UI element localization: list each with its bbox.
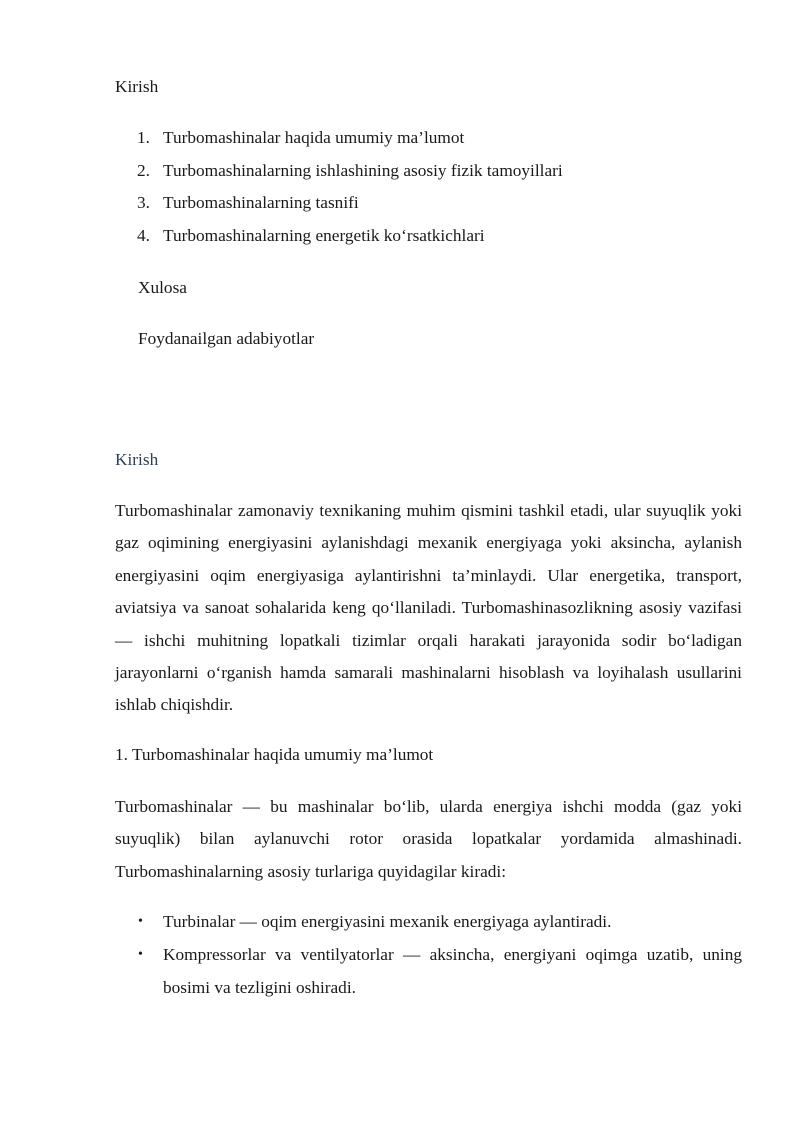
toc-item [115,192,563,225]
toc-references: Foydanailgan adabiyotlar [138,329,315,348]
turbomachine-types-list [115,906,742,1005]
list-item-text: Turbinalar — oqim energiyasini mexanik energiyaga aylantiradi. [163,912,612,931]
bullet-icon: • [138,914,143,929]
toc-item [115,127,563,160]
list-item-text: Kompressorlar va ventilyatorlar — aksincha, energiyani oqimga uzatib, uning bosimi va tezligini oshiradi. [163,945,742,997]
toc-item-number: 2. [137,160,150,180]
toc-title: Kirish [115,77,159,96]
section-1-heading: 1. Turbomashinalar haqida umumiy ma’lumot [115,745,434,764]
intro-paragraph: Turbomashinalar zamonaviy texnikaning muhim qismini tashkil etadi, ular suyuqlik yoki gaz oqimining energiyasini aylanishdagi mexanik energiyaga yoki aksincha, aylanish energiyasini oqim energiyasiga aylantirishni ta’minlaydi. Ular energetika, transport, aviatsiya va sanoat sohalarida keng qoʻllaniladi. Turbomashinasozlikning asosiy vazifasi — ishchi muhitning lopatkali tizimlar orqali harakati jarayonida sodir boʻladigan jarayonlarni oʻrganish hamda samarali mashinalarni hisoblash va loyihalash usullarini ishlab chiqishdir. [115,501,742,715]
section-1-paragraph: Turbomashinalar — bu mashinalar boʻlib, ularda energiya ishchi modda (gaz yoki suyuqlik) bilan aylanuvchi rotor orasida lopatkalar yordamida almashinadi. Turbomashinalarning asosiy turlariga quyidagilar kiradi: [115,797,742,881]
toc-item [115,160,563,193]
toc-item-label: Turbomashinalar haqida umumiy ma’lumot [163,128,465,147]
list-item [115,939,742,1004]
bullet-icon: • [138,947,143,963]
table-of-contents [115,127,563,257]
list-item [115,906,742,938]
toc-item-label: Turbomashinalarning tasnifi [163,193,359,212]
toc-item [115,225,563,258]
toc-conclusion: Xulosa [138,278,187,297]
toc-item-number: 3. [137,193,150,212]
toc-item-number: 4. [137,225,150,245]
intro-heading: Kirish [115,450,159,469]
toc-item-number: 1. [137,128,150,147]
toc-item-label: Turbomashinalarning energetik koʻrsatkichlari [163,225,485,245]
toc-item-label: Turbomashinalarning ishlashining asosiy fizik tamoyillari [163,160,563,180]
